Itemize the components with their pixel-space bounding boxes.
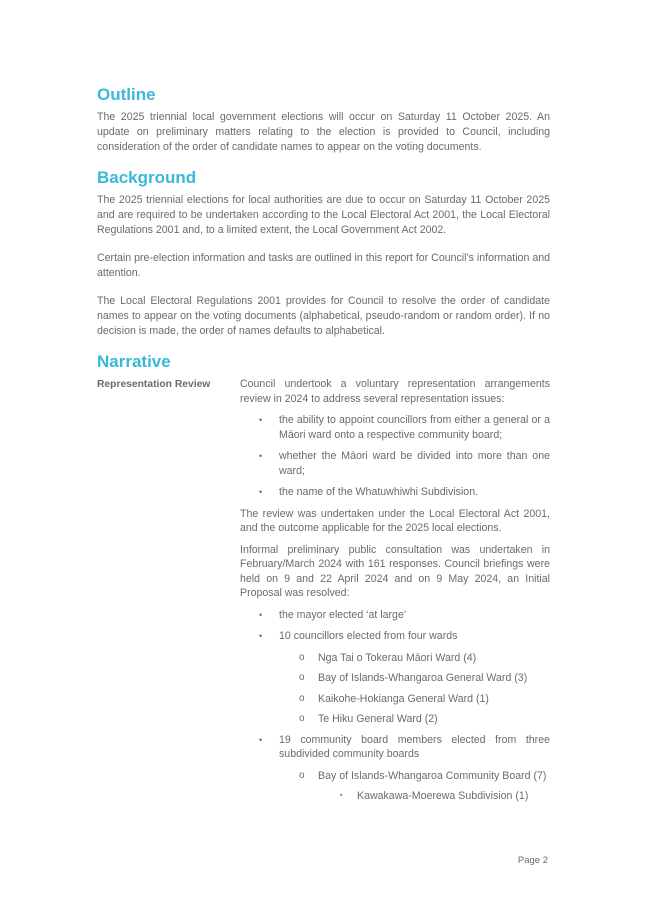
narrative-heading: Narrative (97, 352, 171, 371)
ward-item: o Kaikohe-Hokianga General Ward (1) (299, 692, 489, 705)
list-item: • the ability to appoint councillors from either a general or a Māori ward onto a respective community board; (259, 414, 550, 441)
circle-bullet-icon: o (299, 769, 305, 781)
circle-bullet-icon: o (299, 692, 305, 704)
bullet-icon: • (259, 631, 263, 641)
ward-item: o Nga Tai o Tokerau Māori Ward (4) (299, 651, 477, 664)
list-item: • 19 community board members elected from three subdivided community boards (259, 733, 550, 760)
consultation-text: Informal preliminary public consultation was undertaken in February/March 2024 with 161 responses. Council briefings were held on 9 and 22 April 2024 and on 9 May 2024, an Initial Proposal was resolved: (240, 543, 550, 599)
background-heading: Background (97, 168, 197, 187)
review-text: The review was undertaken under the Local Electoral Act 2001, and the outcome applicable for the 2025 local elections. (240, 507, 550, 534)
review-intro: Council undertook a voluntary representation arrangements review in 2024 to address several representation issues: (240, 378, 550, 405)
bullet-icon: • (259, 734, 263, 745)
outline-heading: Outline (97, 85, 156, 104)
background-paragraph: Certain pre-election information and tasks are outlined in this report for Council’s information and attention. (97, 252, 550, 279)
bullet-icon: • (259, 415, 263, 425)
ward-item: o Bay of Islands-Whangaroa General Ward (3) (299, 672, 528, 684)
document-page (97, 84, 550, 822)
bullet-icon: • (259, 487, 263, 497)
proposal-list (240, 608, 550, 804)
circle-bullet-icon: o (299, 651, 305, 663)
outline-text: The 2025 triennial local government elections will occur on Saturday 11 October 2025. An update on preliminary matters relating to the election is provided to Council, including consideration of the order of candidate names to appear on the voting documents. (97, 111, 550, 153)
list-item: • the name of the Whatuwhiwhi Subdivision. (259, 486, 479, 498)
circle-bullet-icon: o (299, 713, 305, 724)
page-number: Page 2 (517, 855, 548, 866)
ward-item: o Te Hiku General Ward (2) (299, 713, 438, 725)
subdivision-item: ▪ Kawakawa-Moerewa Subdivision (1) (340, 790, 529, 802)
issues-list (240, 413, 550, 500)
narrative-section (97, 351, 550, 810)
background-paragraph: The Local Electoral Regulations 2001 provides for Council to resolve the order of candidate names to appear on the voting documents (alphabetical, pseudo-random or random order). If no decision is made, the order of names defaults to alphabetical. (97, 295, 550, 337)
list-item: • 10 councillors elected from four wards (259, 630, 458, 642)
list-item: • whether the Māori ward be divided into more than one ward; (259, 450, 550, 477)
board-item: o Bay of Islands-Whangaroa Community Board (7) (299, 769, 547, 782)
list-item: • the mayor elected ‘at large’ (259, 608, 407, 621)
bullet-icon: • (259, 451, 263, 461)
representation-review-body (240, 377, 550, 810)
representation-review-label: Representation Review (97, 379, 211, 390)
background-section (97, 167, 550, 339)
outline-section (97, 84, 550, 155)
bullet-icon: • (259, 609, 263, 620)
background-paragraph: The 2025 triennial elections for local authorities are due to occur on Saturday 11 October 2025 and are required to be undertaken according to the Local Electoral Act 2001, the Local Electoral Regulations 2001 and, to a limited extent, the Local Government Act 2002. (97, 194, 550, 236)
circle-bullet-icon: o (299, 672, 305, 683)
square-bullet-icon: ▪ (340, 792, 343, 799)
